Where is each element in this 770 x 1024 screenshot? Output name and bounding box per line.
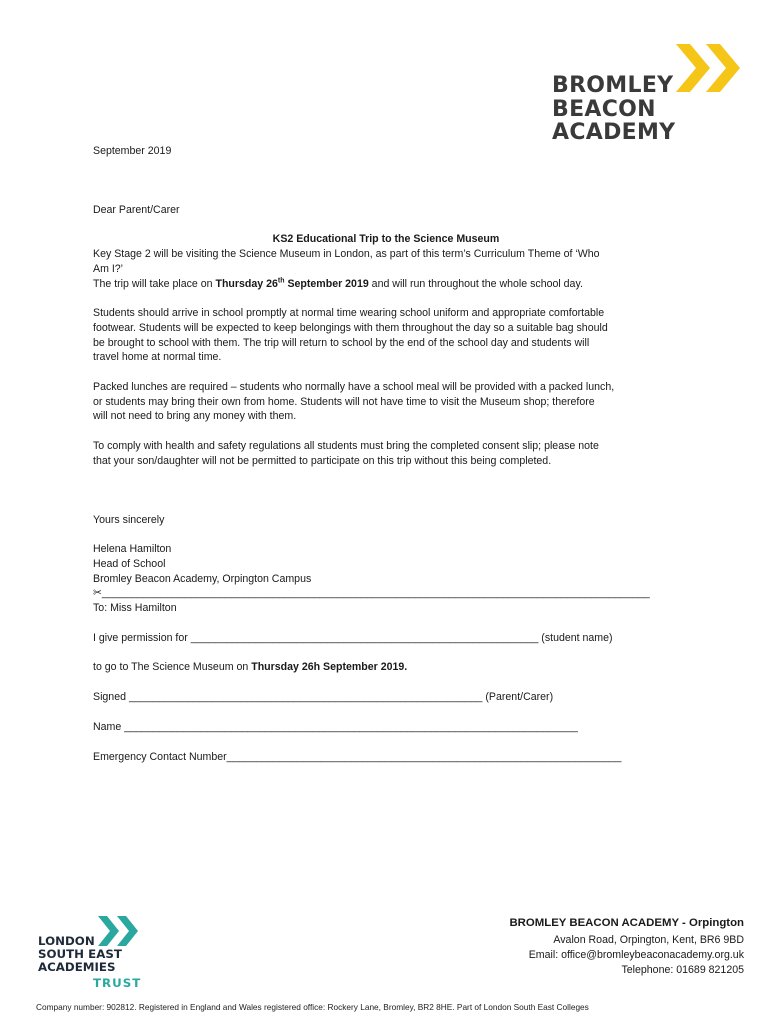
name-line: Name _____________________________________________________________________________ [93,720,578,733]
intro-line-2: Am I?’ [93,262,124,275]
slip-to: To: Miss Hamilton [93,602,177,615]
footer-telephone: Telephone: 01689 821205 [621,964,744,976]
paragraph-consent: To comply with health and safety regulations all students must bring the completed consent slip; please note that your son/daughter will not be permitted to participate on this trip without this being completed. [93,440,599,467]
cut-line: ✂_____________________________________________________________________________________________ [93,587,650,600]
emergency-contact-field[interactable]: ___________________________________________________________________ [226,750,622,763]
trust-logo-text: LONDON SOUTH EAST ACADEMIES [38,934,122,974]
signatory-role: Head of School [93,557,166,570]
intro-line-1: Key Stage 2 will be visiting the Science Museum in London, as part of this term’s Curriculum Theme of ‘Who [93,248,600,261]
trust-logo [38,916,168,988]
signature-field[interactable]: ____________________________________________________________ [128,691,483,704]
paragraph-arrival: Students should arrive in school promptly at normal time wearing school uniform and appropriate comfortable footwear. Students will be expected to keep belongings with them throughout the day so a suitable bag should be brought to school with them. The trip will return to school by the end of the school day and students will travel home at normal time. [93,307,608,364]
name-field[interactable]: _____________________________________________________________________________ [124,720,578,733]
student-name-field[interactable]: ___________________________________________________________ [190,631,539,644]
letter-body [93,144,653,764]
scissors-icon: ✂ [93,587,102,600]
chevron-logo-icon [676,44,746,92]
footer-street: Avalon Road, Orpington, Kent, BR6 9BD [553,934,744,946]
signed-line: Signed ____________________________________________________________ (Parent/Carer) [93,691,554,704]
trust-logo-accent: TRUST [93,976,142,990]
academy-logo-text: BROMLEY BEACON ACADEMY [552,73,676,145]
footer-email[interactable]: Email: office@bromleybeaconacademy.org.uk [528,949,744,961]
paragraph-lunch: Packed lunches are required – students who normally have a school meal will be provided with a packed lunch, or students may bring their own from home. Students will not have time to visit the Museum shop; therefore will not need to bring any money with them. [93,381,615,423]
footer-org: BROMLEY BEACON ACADEMY - Orpington [509,917,744,929]
footer-address [404,916,744,978]
letter-title: KS2 Educational Trip to the Science Museum [272,233,500,246]
academy-logo [552,44,752,144]
emergency-line: Emergency Contact Number___________________________________________________________________ [93,750,622,763]
goto-line: to go to The Science Museum on Thursday 26h September 2019. [93,661,408,674]
closing: Yours sincerely [93,513,165,526]
salutation: Dear Parent/Carer [93,203,180,216]
letter-date: September 2019 [93,145,172,157]
trip-date-line: The trip will take place on Thursday 26th September 2019 and will run throughout the whole school day. [93,276,583,290]
permission-line: I give permission for ___________________________________________________________ (student name) [93,631,613,644]
signatory-org: Bromley Beacon Academy, Orpington Campus [93,572,312,585]
signatory-name: Helena Hamilton [93,543,172,556]
company-registration: Company number: 902812. Registered in England and Wales registered office: Rockery Lane, Bromley, BR2 8HE. Part of London South East Colleges [36,1002,589,1012]
